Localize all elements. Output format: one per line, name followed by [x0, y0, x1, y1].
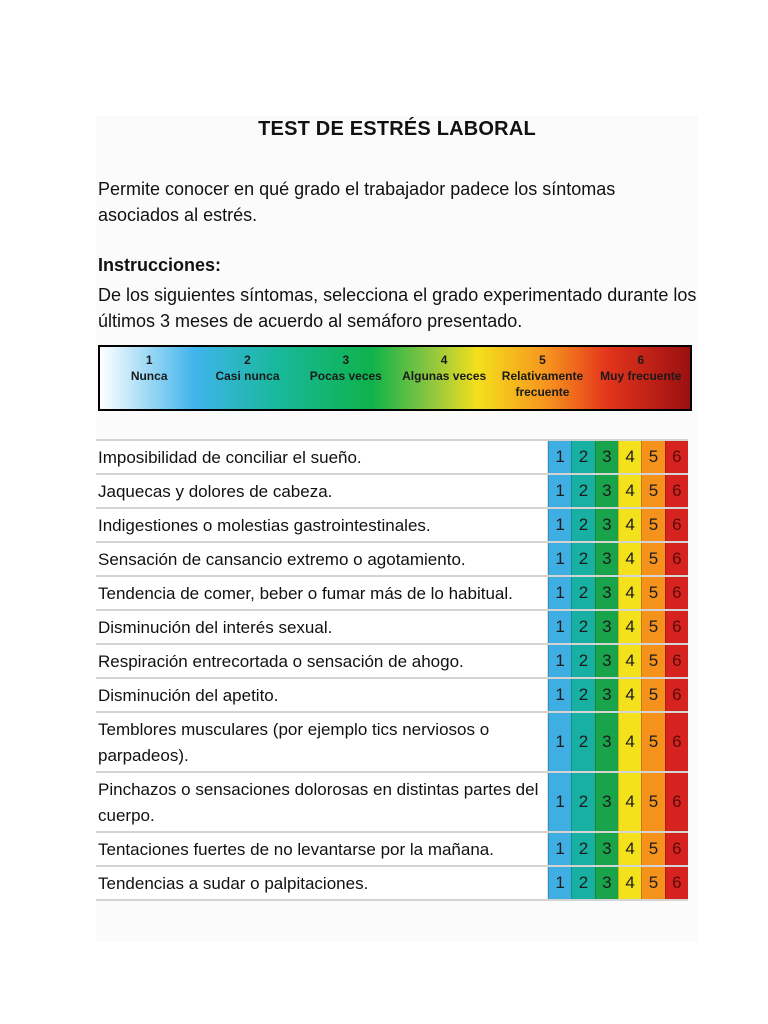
rating-options	[548, 543, 688, 575]
rating-options	[548, 577, 688, 609]
rating-option-4[interactable]: 4	[618, 773, 641, 831]
rating-option-1[interactable]: 1	[548, 645, 571, 677]
rating-option-4[interactable]: 4	[618, 543, 641, 575]
rating-options	[548, 509, 688, 541]
rating-option-4[interactable]: 4	[618, 577, 641, 609]
rating-option-4[interactable]: 4	[618, 441, 641, 473]
scale-level-label: Muy frecuente	[600, 369, 682, 383]
rating-option-1[interactable]: 1	[548, 679, 571, 711]
rating-option-2[interactable]: 2	[571, 577, 594, 609]
scale-level-label: Nunca	[130, 369, 168, 383]
symptom-label: Temblores musculares (por ejemplo tics nerviosos o parpadeos).	[96, 713, 548, 771]
rating-option-5[interactable]: 5	[641, 679, 664, 711]
rating-option-1[interactable]: 1	[548, 577, 571, 609]
symptom-label: Tendencias a sudar o palpitaciones.	[96, 867, 548, 899]
test-sheet	[96, 116, 698, 942]
rating-option-6[interactable]: 6	[665, 867, 688, 899]
page-title: TEST DE ESTRÉS LABORAL	[258, 118, 536, 140]
symptom-row	[96, 439, 688, 473]
scale-level-label: Algunas veces	[402, 369, 487, 383]
symptom-row	[96, 507, 688, 541]
rating-option-6[interactable]: 6	[665, 441, 688, 473]
rating-option-5[interactable]: 5	[641, 475, 664, 507]
rating-option-6[interactable]: 6	[665, 475, 688, 507]
symptom-label: Tendencia de comer, beber o fumar más de lo habitual.	[96, 577, 548, 609]
symptom-label: Disminución del interés sexual.	[96, 611, 548, 643]
scale-level-2	[198, 347, 296, 409]
rating-option-3[interactable]: 3	[595, 577, 618, 609]
rating-option-1[interactable]: 1	[548, 475, 571, 507]
rating-option-2[interactable]: 2	[571, 713, 594, 771]
rating-option-1[interactable]: 1	[548, 441, 571, 473]
rating-option-5[interactable]: 5	[641, 509, 664, 541]
rating-option-3[interactable]: 3	[595, 543, 618, 575]
rating-option-3[interactable]: 3	[595, 773, 618, 831]
instructions-text: De los siguientes síntomas, selecciona el grado experimentado durante los últimos 3 meses de acuerdo al semáforo presentado.	[98, 285, 697, 331]
symptom-label: Jaquecas y dolores de cabeza.	[96, 475, 548, 507]
rating-option-2[interactable]: 2	[571, 867, 594, 899]
scale-level-number: 6	[637, 353, 645, 367]
scale-level-number: 3	[342, 353, 350, 367]
scale-level-number: 1	[145, 353, 153, 367]
rating-option-1[interactable]: 1	[548, 773, 571, 831]
rating-option-2[interactable]: 2	[571, 543, 594, 575]
rating-option-2[interactable]: 2	[571, 475, 594, 507]
rating-option-2[interactable]: 2	[571, 833, 594, 865]
scale-level-5	[493, 347, 591, 409]
rating-options	[548, 713, 688, 771]
rating-option-6[interactable]: 6	[665, 645, 688, 677]
scale-level-number: 4	[440, 353, 448, 367]
rating-option-5[interactable]: 5	[641, 713, 664, 771]
rating-option-5[interactable]: 5	[641, 867, 664, 899]
rating-option-6[interactable]: 6	[665, 833, 688, 865]
symptom-label: Imposibilidad de conciliar el sueño.	[96, 441, 548, 473]
rating-option-1[interactable]: 1	[548, 611, 571, 643]
rating-option-4[interactable]: 4	[618, 713, 641, 771]
rating-option-1[interactable]: 1	[548, 543, 571, 575]
scale-level-4	[395, 347, 493, 409]
symptom-row	[96, 473, 688, 507]
rating-option-3[interactable]: 3	[595, 867, 618, 899]
rating-option-4[interactable]: 4	[618, 611, 641, 643]
intro-text: Permite conocer en qué grado el trabajador padece los síntomas asociados al estrés.	[98, 179, 616, 225]
rating-option-2[interactable]: 2	[571, 611, 594, 643]
rating-option-6[interactable]: 6	[665, 679, 688, 711]
rating-option-6[interactable]: 6	[665, 713, 688, 771]
scale-level-6	[592, 347, 690, 409]
rating-option-3[interactable]: 3	[595, 509, 618, 541]
scale-level-number: 2	[244, 353, 251, 367]
rating-option-2[interactable]: 2	[571, 679, 594, 711]
scale-level-3	[297, 347, 395, 409]
rating-option-4[interactable]: 4	[618, 867, 641, 899]
instructions-heading: Instrucciones:	[98, 255, 222, 275]
scale-level-label: Pocas veces	[309, 369, 382, 383]
scale-level-number: 5	[539, 353, 546, 367]
rating-option-1[interactable]: 1	[548, 867, 571, 899]
rating-option-3[interactable]: 3	[595, 679, 618, 711]
rating-option-1[interactable]: 1	[548, 509, 571, 541]
symptom-label: Tentaciones fuertes de no levantarse por la mañana.	[96, 833, 548, 865]
rating-option-3[interactable]: 3	[595, 713, 618, 771]
rating-option-6[interactable]: 6	[665, 611, 688, 643]
symptom-row	[96, 711, 688, 771]
rating-option-2[interactable]: 2	[571, 645, 594, 677]
rating-option-5[interactable]: 5	[641, 441, 664, 473]
rating-option-3[interactable]: 3	[595, 645, 618, 677]
rating-option-3[interactable]: 3	[595, 475, 618, 507]
rating-options	[548, 833, 688, 865]
rating-option-2[interactable]: 2	[571, 509, 594, 541]
rating-option-4[interactable]: 4	[618, 509, 641, 541]
symptom-label: Indigestiones o molestias gastrointestinales.	[96, 509, 548, 541]
symptom-table	[96, 439, 688, 901]
symptom-row	[96, 575, 688, 609]
symptom-label: Disminución del apetito.	[96, 679, 548, 711]
symptom-label: Respiración entrecortada o sensación de ahogo.	[96, 645, 548, 677]
rating-option-5[interactable]: 5	[641, 833, 664, 865]
rating-option-2[interactable]: 2	[571, 441, 594, 473]
symptom-row	[96, 771, 688, 831]
symptom-row	[96, 643, 688, 677]
rating-options	[548, 679, 688, 711]
rating-option-3[interactable]: 3	[595, 441, 618, 473]
rating-option-5[interactable]: 5	[641, 543, 664, 575]
rating-option-1[interactable]: 1	[548, 713, 571, 771]
rating-option-5[interactable]: 5	[641, 577, 664, 609]
symptom-label: Sensación de cansancio extremo o agotamiento.	[96, 543, 548, 575]
rating-option-5[interactable]: 5	[641, 611, 664, 643]
rating-options	[548, 611, 688, 643]
rating-option-4[interactable]: 4	[618, 679, 641, 711]
symptom-row	[96, 541, 688, 575]
scale-level-label: Relativamente frecuente	[501, 369, 584, 399]
rating-option-6[interactable]: 6	[665, 509, 688, 541]
rating-options	[548, 867, 688, 899]
symptom-row	[96, 677, 688, 711]
rating-option-4[interactable]: 4	[618, 475, 641, 507]
rating-option-6[interactable]: 6	[665, 773, 688, 831]
rating-option-2[interactable]: 2	[571, 773, 594, 831]
rating-option-3[interactable]: 3	[595, 833, 618, 865]
rating-option-4[interactable]: 4	[618, 833, 641, 865]
symptom-row	[96, 831, 688, 865]
scale-level-label: Casi nunca	[215, 369, 280, 383]
rating-options	[548, 645, 688, 677]
symptom-label: Pinchazos o sensaciones dolorosas en distintas partes del cuerpo.	[96, 773, 548, 831]
rating-option-5[interactable]: 5	[641, 645, 664, 677]
rating-option-3[interactable]: 3	[595, 611, 618, 643]
traffic-light-scale	[98, 345, 692, 411]
rating-options	[548, 773, 688, 831]
rating-option-1[interactable]: 1	[548, 833, 571, 865]
rating-options	[548, 441, 688, 473]
rating-option-5[interactable]: 5	[641, 773, 664, 831]
symptom-row	[96, 609, 688, 643]
rating-options	[548, 475, 688, 507]
symptom-row	[96, 865, 688, 901]
rating-option-6[interactable]: 6	[665, 543, 688, 575]
scale-level-1	[100, 347, 198, 409]
rating-option-4[interactable]: 4	[618, 645, 641, 677]
rating-option-6[interactable]: 6	[665, 577, 688, 609]
